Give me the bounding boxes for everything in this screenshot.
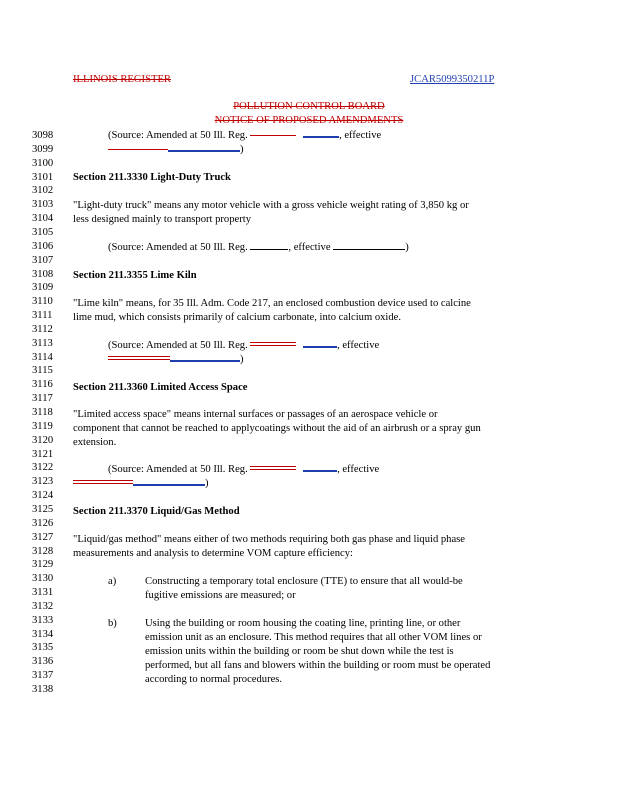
item-text: fugitive emissions are measured; or xyxy=(145,590,296,601)
deleted-blank xyxy=(73,480,133,484)
line-number: 3107 xyxy=(32,254,54,266)
inserted-blank xyxy=(303,346,337,348)
section-text: extension. xyxy=(73,437,117,448)
item-text: according to normal procedures. xyxy=(145,674,283,685)
deleted-blank xyxy=(108,148,168,150)
item-text: Using the building or room housing the coating line, printing line, or other xyxy=(145,618,461,629)
source-prefix: (Source: Amended at 50 Ill. Reg. xyxy=(108,130,248,141)
line-number: 3131 xyxy=(32,587,54,599)
board-title: POLLUTION CONTROL BOARD xyxy=(233,101,385,112)
line-number: 3138 xyxy=(32,684,54,695)
line-number: 3098 xyxy=(32,130,54,141)
section-text: "Light-duty truck" means any motor vehicle with a gross vehicle weight rating of 3,850 kg or xyxy=(73,200,469,211)
section-text: less designed mainly to transport property xyxy=(73,214,251,225)
item-label: a) xyxy=(108,576,117,587)
section-text: lime mud, which consists primarily of calcium carbonate, into calcium oxide. xyxy=(73,312,402,323)
line-number: 3111 xyxy=(32,310,53,322)
line-number: 3115 xyxy=(32,365,53,377)
line-number: 3130 xyxy=(32,573,54,585)
deleted-blank xyxy=(250,466,296,470)
line-number: 3137 xyxy=(32,670,54,682)
blank-field xyxy=(333,249,405,250)
deleted-blank xyxy=(108,356,170,360)
line-number: 3134 xyxy=(32,628,54,640)
source-close: ) xyxy=(240,354,244,365)
line-number: 3112 xyxy=(32,323,53,335)
source-close: ) xyxy=(205,478,209,489)
deleted-blank xyxy=(250,134,296,136)
source-prefix: (Source: Amended at 50 Ill. Reg. xyxy=(108,464,248,475)
section-heading: Section 211.3330 Light-Duty Truck xyxy=(73,172,231,183)
line-number: 3103 xyxy=(32,199,54,211)
line-number: 3114 xyxy=(32,351,53,363)
deleted-blank xyxy=(250,342,296,346)
section-heading: Section 211.3360 Limited Access Space xyxy=(73,382,248,393)
item-text: Constructing a temporary total enclosure (TTE) to ensure that all would-be xyxy=(145,576,463,587)
inserted-blank xyxy=(303,136,339,138)
line-number: 3127 xyxy=(32,531,54,543)
line-number: 3102 xyxy=(32,185,54,197)
line-number: 3113 xyxy=(32,337,53,349)
line-number: 3110 xyxy=(32,296,53,308)
section-text: "Liquid/gas method" means either of two methods requiring both gas phase and liquid phase xyxy=(73,534,466,545)
line-number: 3106 xyxy=(32,240,54,252)
source-note-4-cont xyxy=(73,477,209,491)
section-text: "Lime kiln" means, for 35 Ill. Adm. Code 217, an enclosed combustion device used to calcine xyxy=(73,298,471,309)
line-number: 3125 xyxy=(32,503,54,515)
item-text: emission units within the building or room be shut down while the test is xyxy=(145,646,454,657)
line-number: 3108 xyxy=(32,268,54,280)
line-number: 3109 xyxy=(32,282,54,294)
line-number: 3117 xyxy=(32,393,53,405)
line-number: 3123 xyxy=(32,476,54,488)
blank-field xyxy=(250,249,288,250)
line-number: 3128 xyxy=(32,545,54,557)
line-number: 3124 xyxy=(32,490,54,502)
line-number: 3132 xyxy=(32,600,54,612)
source-effective: , effective xyxy=(337,464,380,475)
source-note-1-cont xyxy=(108,143,244,157)
inserted-blank xyxy=(133,484,205,486)
line-number: 3116 xyxy=(32,379,53,391)
source-note-2 xyxy=(108,241,409,255)
section-text: component that cannot be reached to applycoatings without the aid of an airbrush or a spray gun xyxy=(73,423,481,434)
line-number: 3129 xyxy=(32,559,54,571)
line-number: 3104 xyxy=(32,213,54,225)
source-close: ) xyxy=(405,242,409,253)
line-number: 3133 xyxy=(32,614,54,626)
section-text: "Limited access space" means internal surfaces or passages of an aerospace vehicle or xyxy=(73,409,438,420)
line-number: 3100 xyxy=(32,157,54,169)
source-effective: , effective xyxy=(339,130,382,141)
line-number: 3136 xyxy=(32,656,54,668)
inserted-blank xyxy=(168,150,240,152)
section-heading: Section 211.3355 Lime Kiln xyxy=(73,270,197,281)
source-prefix: (Source: Amended at 50 Ill. Reg. xyxy=(108,242,248,253)
jcar-code: JCAR5099350211P xyxy=(410,74,495,85)
register-header: ILLINOIS REGISTER xyxy=(73,74,171,85)
line-number: 3118 xyxy=(32,407,53,418)
source-note-4 xyxy=(108,463,379,477)
line-number: 3122 xyxy=(32,462,54,474)
line-number: 3119 xyxy=(32,420,53,432)
source-note-3 xyxy=(108,339,379,353)
source-prefix: (Source: Amended at 50 Ill. Reg. xyxy=(108,340,248,351)
line-number: 3105 xyxy=(32,226,54,238)
line-number: 3135 xyxy=(32,642,54,654)
line-number: 3120 xyxy=(32,434,54,446)
source-effective: , effective xyxy=(288,242,331,253)
line-number: 3099 xyxy=(32,143,54,155)
source-note-1 xyxy=(108,129,381,143)
item-text: performed, but all fans and blowers within the building or room must be operated xyxy=(145,660,491,671)
source-close: ) xyxy=(240,144,244,155)
inserted-blank xyxy=(170,360,240,362)
line-number: 3101 xyxy=(32,171,54,183)
section-heading: Section 211.3370 Liquid/Gas Method xyxy=(73,506,240,517)
line-number: 3126 xyxy=(32,517,54,529)
item-label: b) xyxy=(108,618,117,629)
source-note-3-cont xyxy=(108,353,244,367)
notice-title: NOTICE OF PROPOSED AMENDMENTS xyxy=(214,115,404,126)
item-text: emission unit as an enclosure. This method requires that all other VOM lines or xyxy=(145,632,482,643)
section-text: measurements and analysis to determine VOM capture efficiency: xyxy=(73,548,353,559)
line-number: 3121 xyxy=(32,448,54,460)
source-effective: , effective xyxy=(337,340,380,351)
inserted-blank xyxy=(303,470,337,472)
